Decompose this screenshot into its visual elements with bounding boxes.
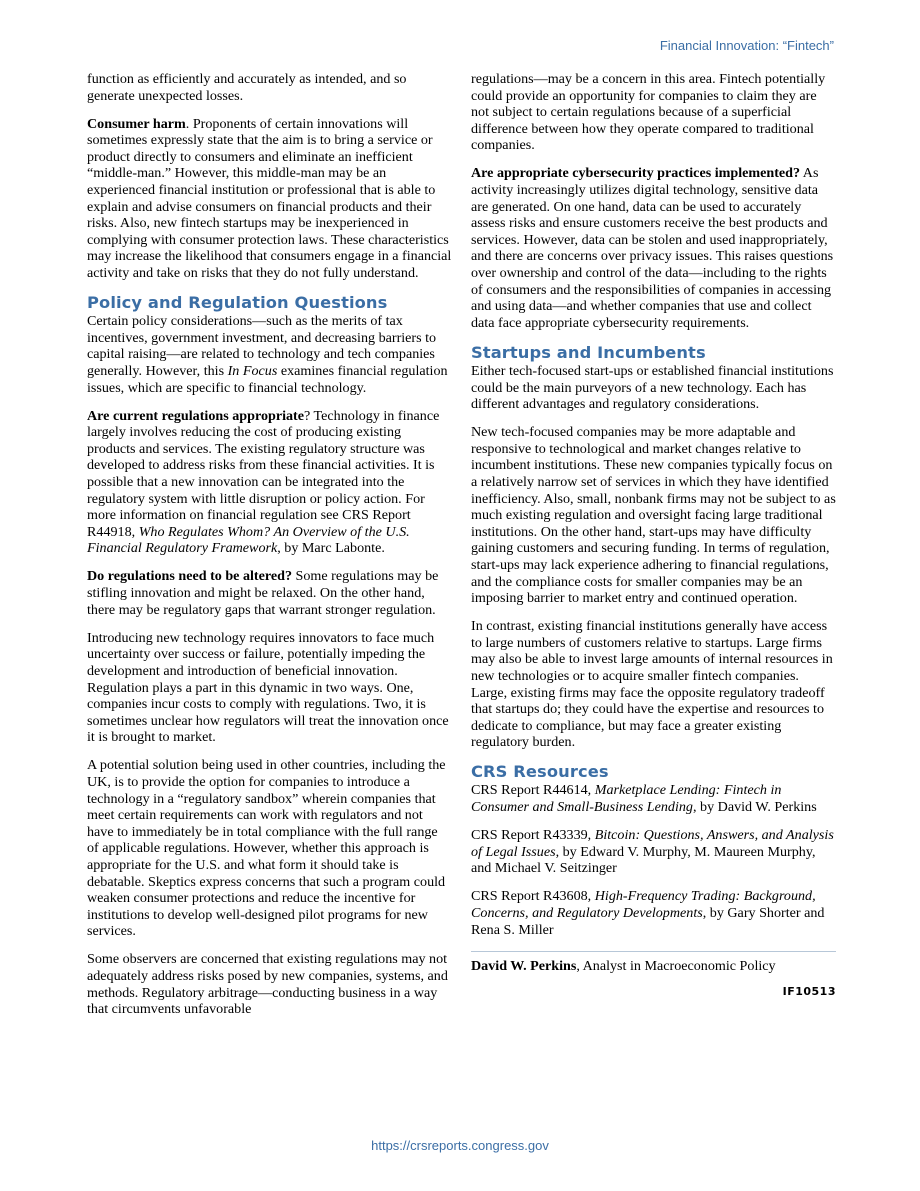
regulations-appropriate-text: ? Technology in finance largely involves reducing the cost of producing existing products and services. The existing regulatory structure was developed to address risks from these financial activities. It is possible that a new innovation can be integrated into the regulatory system with little disruption or policy action. For more information on financial regulation see CRS Report R44918, [87,407,440,540]
regulatory-sandbox-paragraph: A potential solution being used in other countries, including the UK, is to provide the option for companies to introduce a technology in a “regulatory sandbox” wherein companies that meet certain requirements can work with regulators and not have to immediately be in total compliance with the full range of applicable regulations. However, whether this approach is appropriate for the U.S. and what form it should take is debatable. Skeptics express concerns that such a program could weaken consumer protections and reduce the incentive for institutions to develop well-designed pilot programs for new services. [87,757,446,940]
resource-report-number: CRS Report R43339, [471,827,595,844]
running-header: Financial Innovation: “Fintech” [659,38,834,53]
policy-intro-text: Certain policy considerations—such as the merits of tax incentives, government investment, and decreasing barriers to capital raising—are related to technology and tech companies generally. However, this [87,313,437,379]
resource-item [471,827,836,877]
cybersecurity-text: As activity increasingly utilizes digital technology, sensitive data are generated. On one hand, data can be used to accurately assess risks and ensure customers receive the best products and services. However, data can be stolen and used inappropriately, and there are concerns over privacy issues. This raises questions over ownership and control of the data—including to the rights of consumers and the responsibilities of companies in accessing and using data—and whether companies that use and collect data face appropriate cybersecurity requirements. [471,165,834,331]
regulatory-arbitrage-paragraph: Some observers are concerned that existing regulations may not adequately address risks posed by new companies, systems, and methods. Regulatory arbitrage—conducting business in a way that circumvents unfavorable [87,951,448,1018]
resource-authors: , by Edward V. Murphy, M. Maureen Murphy, and Michael V. Seitzinger [471,843,816,877]
report-title-italic: Who Regulates Whom? An Overview of the U.S. Financial Regulatory Framework [87,523,410,557]
regulations-altered-paragraph [87,568,452,618]
incumbents-paragraph: In contrast, existing financial institutions generally have access to large numbers of customers relative to startups. Large firms may also be able to invest large amounts of internal resources in new technologies or to acquire smaller fintech companies. Large, existing firms may face the opposite regulatory tradeoff that startups do; they could have the expertise and resources to dedicate to compliance, but may face a greater existing regulatory burden. [471,618,833,751]
author-name: David W. Perkins [471,958,577,975]
resource-title: Marketplace Lending: Fintech in Consumer and Small-Business Lending [471,782,782,816]
startups-intro-paragraph: Either tech-focused start-ups or established financial institutions could be the main purveyors of a new technology. Each has different advantages and regulatory considerations. [471,362,834,413]
regulations-altered-text: Some regulations may be stifling innovation and might be relaxed. On the other hand, there may be regulatory gaps that warrant stronger regulation. [87,568,439,618]
in-focus-italic: In Focus [227,362,278,379]
resource-item [471,888,836,938]
resource-item [471,782,836,815]
crs-resources-heading: CRS Resources [471,762,609,782]
new-technology-paragraph: Introducing new technology requires innovators to face much uncertainty over success or failure, potentially impeding the development and introduction of beneficial innovation. Regulation plays a part in this dynamic in two ways. One, companies incur costs to comply with regulations. Two, it is sometimes unclear how regulators will treat the innovation once it is brought to market. [87,629,449,746]
startups-incumbents-heading: Startups and Incumbents [471,342,706,362]
paragraph-continued-right: regulations—may be a concern in this area. Fintech potentially could provide an opportunity for companies to claim they are not subject to certain regulations because of a superficial difference between how they operate compared to traditional companies. [471,71,826,154]
regulations-appropriate-text-end: , by Marc Labonte. [277,540,385,557]
paragraph-continued: function as efficiently and accurately as intended, and so generate unexpected losses. [87,71,407,104]
consumer-harm-text: . Proponents of certain innovations will sometimes expressly state that the aim is to bring a service or product directly to consumers and eliminate an inefficient “middle-man.” However, this middle-man may be an experienced financial institution or professional that is able to explain and advise consumers on financial products and their risks. Also, new fintech startups may be inexperienced in complying with consumer protection laws. These characteristics may increase the likelihood that consumers engage in a financial activity and take on risks that they do not fully understand. [87,115,452,282]
cybersecurity-question: Are appropriate cybersecurity practices implemented? [471,165,801,182]
footer-url[interactable]: https://crsreports.congress.gov [371,1138,549,1153]
cybersecurity-paragraph [471,165,836,331]
policy-regulation-heading: Policy and Regulation Questions [87,293,388,313]
resource-report-number: CRS Report R44614, [471,782,595,799]
regulations-appropriate-paragraph [87,408,452,557]
resource-authors: , by David W. Perkins [692,799,817,816]
left-column [87,71,452,1018]
startups-paragraph: New tech-focused companies may be more adaptable and responsive to technological and market changes relative to incumbent institutions. These new companies typically focus on a relatively narrow set of services in which they have identified inefficiency. Also, small, nonbank firms may not be subject to as much existing regulation and oversight facing large traditional institutions. On the other hand, start-ups may have difficulty gaining customers and securing funding. In terms of regulation, start-ups may lack experience adhering to financial regulations, and the compliance costs for smaller companies may be an imposing barrier to market entry and continued operation. [471,424,836,607]
consumer-harm-term: Consumer harm [87,115,186,132]
author-line [471,958,836,975]
resource-authors: , by Gary Shorter and Rena S. Miller [471,905,825,938]
resource-title: High-Frequency Trading: Background, Concerns, and Regulatory Developments [471,888,816,922]
policy-intro-paragraph [87,313,452,396]
policy-intro-text-end: examines financial regulation issues, which are specific to financial technology. [87,362,448,396]
document-id: IF10513 [782,984,836,998]
resource-report-number: CRS Report R43608, [471,888,595,905]
consumer-harm-paragraph [87,116,452,282]
author-role: , Analyst in Macroeconomic Policy [576,958,776,975]
right-column [471,71,836,1000]
author-divider [471,951,836,952]
resource-title: Bitcoin: Questions, Answers, and Analysis of Legal Issues [471,827,834,860]
regulations-altered-question: Do regulations need to be altered? [87,568,292,585]
regulations-appropriate-question: Are current regulations appropriate [87,407,305,424]
